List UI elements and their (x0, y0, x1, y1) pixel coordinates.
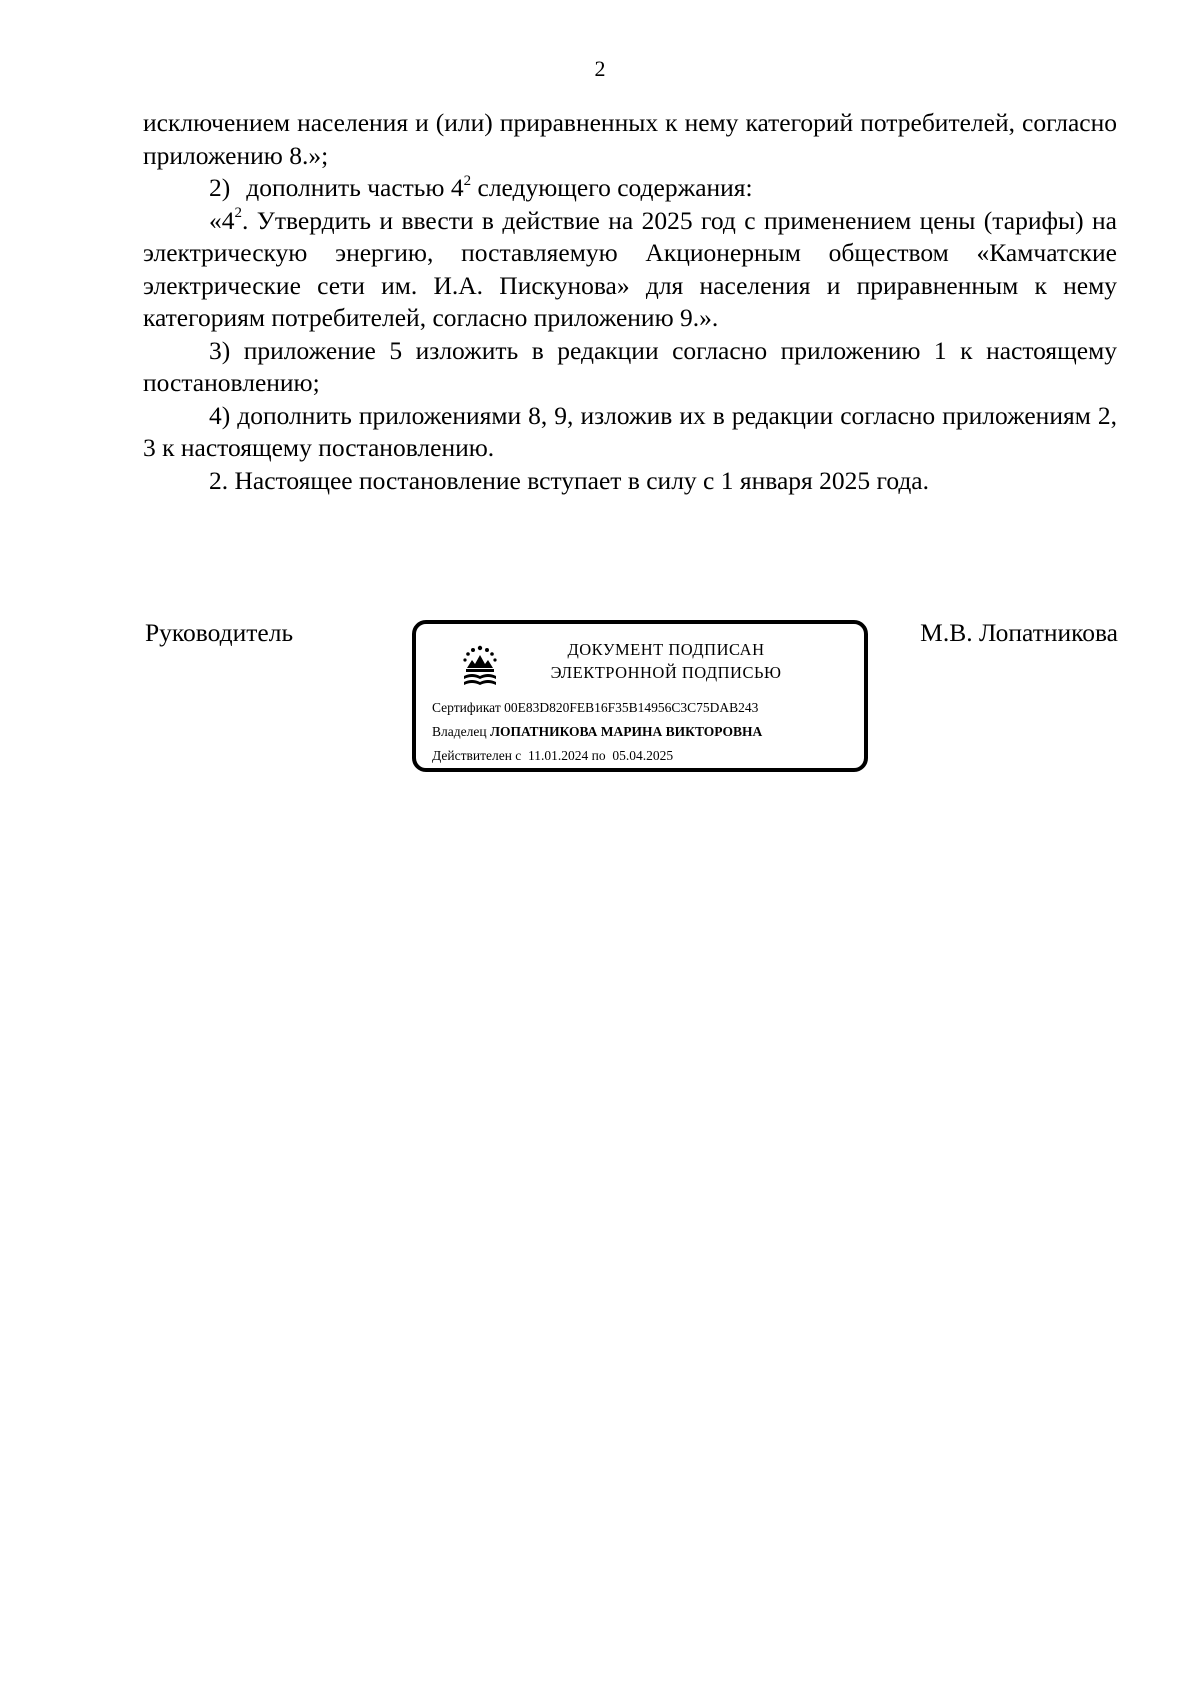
superscript: 2 (463, 172, 472, 189)
paragraph-item-4: 4) дополнить приложениями 8, 9, изложив их в редакции согласно приложениям 2, 3 к настоящему постановлению. (143, 400, 1117, 462)
item-text-tail: следующего содержания: (471, 173, 753, 202)
stamp-certificate (432, 700, 758, 716)
valid-label: Действителен с (432, 748, 522, 763)
stamp-owner (432, 724, 762, 740)
paragraph-item-3: 3) приложение 5 изложить в редакции согласно приложению 1 к настоящему постановлению; (143, 335, 1117, 397)
item-text: дополнить частью 4 (246, 173, 464, 202)
signatory-role: Руководитель (145, 618, 294, 647)
stamp-validity (432, 748, 673, 764)
kamchatka-emblem-icon (454, 638, 506, 690)
certificate-value: 00E83D820FEB16F35B14956C3C75DAB243 (504, 700, 759, 715)
part-text: . Утвердить и ввести в действие на 2025 год с применением цены (тарифы) на электрическую энергию, поставляемую Акционерным обществом «Камчатские электрические сети им. И.А. Пискунова» для населения и приравненным к нему категориям потребителей, согласно приложению 9.». (143, 205, 1117, 332)
electronic-signature-stamp (412, 620, 868, 772)
signatory-name: М.В. Лопатникова (920, 618, 1118, 647)
stamp-title-line-2: ЭЛЕКТРОННОЙ ПОДПИСЬЮ (550, 663, 782, 682)
stamp-title (516, 638, 816, 684)
item-number: 2) (209, 173, 231, 202)
document-body (143, 107, 1117, 497)
certificate-label: Сертификат (432, 700, 501, 715)
paragraph-effective-date: 2. Настоящее постановление вступает в силу с 1 января 2025 года. (209, 465, 930, 495)
stamp-title-line-1: ДОКУМЕНТ ПОДПИСАН (567, 640, 765, 659)
owner-label: Владелец (432, 724, 487, 739)
valid-to: 05.04.2025 (612, 748, 674, 763)
valid-to-label: по (591, 748, 606, 763)
paragraph-item-2 (143, 172, 1117, 205)
valid-from: 11.01.2024 (528, 748, 589, 763)
owner-value: ЛОПАТНИКОВА МАРИНА ВИКТОРОВНА (489, 724, 763, 739)
paragraph-part-4-2 (143, 205, 1117, 335)
paragraph-continuation: исключением населения и (или) приравненных к нему категорий потребителей, согласно приложению 8.»; (143, 108, 1117, 170)
page-number: 2 (594, 56, 606, 81)
superscript: 2 (234, 205, 242, 221)
quote-open: «4 (209, 205, 235, 235)
